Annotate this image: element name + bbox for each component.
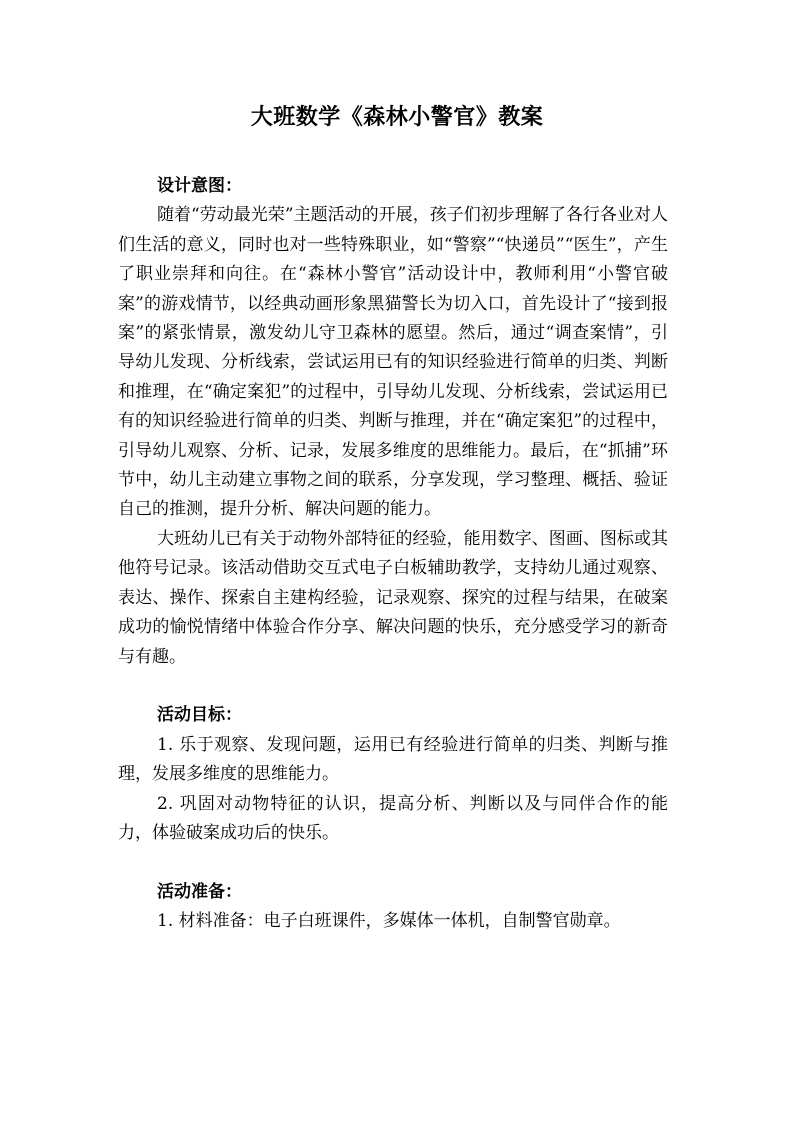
page-title: 大班数学《森林小警官》教案 <box>250 104 544 130</box>
list-item: 2. 巩固对动物特征的认识，提高分析、判断以及与同伴合作的能力，体验破案成功后的快乐。 <box>118 793 668 843</box>
list-item: 1. 乐于观察、发现问题，运用已有经验进行简单的归类、判断与推理，发展多维度的思维能力。 <box>118 734 668 785</box>
paragraph: 随着“劳动最光荣”主题活动的开展，孩子们初步理解了各行各业对人们生活的意义，同时也对一些特殊职业，如“警察”“快递员”“医生”，产生了职业崇拜和向往。在“森林小警官”活动设计中，教师利用“小警官破案”的游戏情节，以经典动画形象黑猫警长为切入口，首先设计了“接到报案”的紧张情景，激发幼儿守卫森林的愿望。然后，通过“调查案情”，引导幼儿发现、分析线索，尝试运用已有的知识经验进行简单的归类、判断和推理，在“确定案犯”的过程中，引导幼儿发现、分析线索，尝试运用已有的知识经验进行简单的归类、判断与推理，并在“确定案犯”的过程中，引导幼儿观察、分析、记录，发展多维度的思维能力。最后，在“抓捕”环节中，幼儿主动建立事物之间的联系，分享发现，学习整理、概括、验证自己的推测，提升分析、解决问题的能力。 <box>118 205 668 520</box>
section-heading-objectives: 活动目标： <box>157 705 242 726</box>
section-heading-design-intent: 设计意图： <box>157 176 242 196</box>
section-heading-preparation: 活动准备： <box>157 881 242 902</box>
spacer <box>118 848 668 877</box>
list-item: 1. 材料准备：电子白班课件，多媒体一体机，自制警官勋章。 <box>157 911 621 932</box>
spacer <box>118 672 668 701</box>
paragraph: 大班幼儿已有关于动物外部特征的经验，能用数字、图画、图标或其他符号记录。该活动借助交互式电子白板辅助教学，支持幼儿通过观察、表达、操作、探索自主建构经验，记录观察、探究的过程与结果，在破案成功的愉悦情绪中体验合作分享、解决问题的快乐，充分感受学习的新奇与有趣。 <box>118 528 668 667</box>
document-body <box>118 172 668 937</box>
